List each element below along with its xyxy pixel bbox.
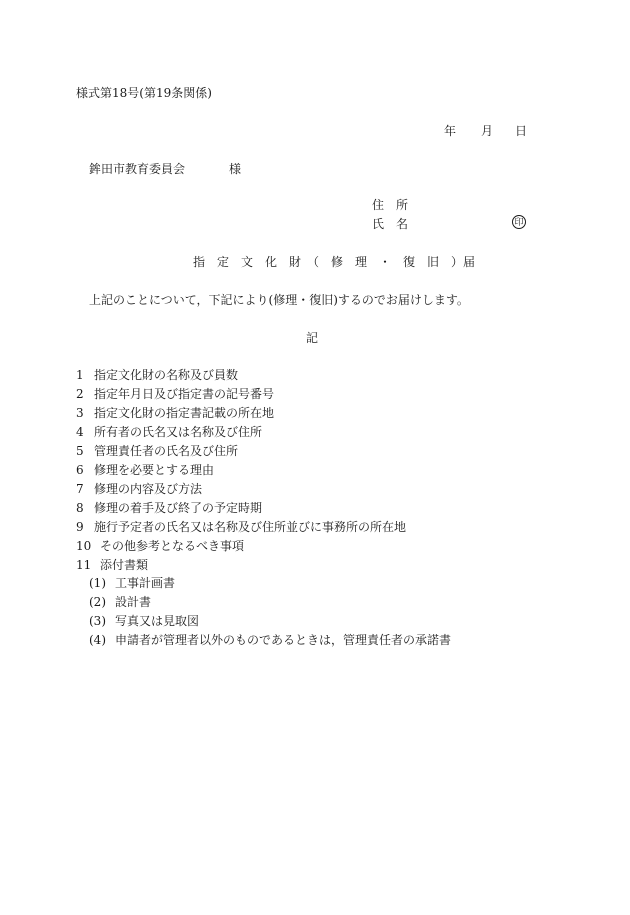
attachment-number: (2) xyxy=(89,595,106,609)
item-number: 9 xyxy=(76,520,84,534)
attachment-item xyxy=(89,576,175,590)
attachment-item xyxy=(89,633,451,647)
attachment-number: (4) xyxy=(89,633,106,647)
form-number: 様式第18号(第19条関係) xyxy=(76,86,212,100)
item-number: 11 xyxy=(76,558,92,572)
item-number: 1 xyxy=(76,368,84,382)
list-item xyxy=(76,539,244,553)
list-item xyxy=(76,425,262,439)
item-text: 修理の内容及び方法 xyxy=(94,482,203,496)
ki-heading: 記 xyxy=(306,331,319,345)
list-item xyxy=(76,463,214,477)
item-number: 6 xyxy=(76,463,84,477)
list-item xyxy=(76,368,238,382)
addressee-honorific: 様 xyxy=(229,162,242,176)
attachment-text: 写真又は見取図 xyxy=(115,614,200,628)
intro-text: 上記のことについて，下記により(修理・復旧)するのでお届けします。 xyxy=(89,293,469,307)
list-item xyxy=(76,387,274,401)
item-text: その他参考となるべき事項 xyxy=(100,539,245,553)
list-item xyxy=(76,406,274,420)
date-day: 日 xyxy=(515,124,528,138)
item-text: 指定文化財の名称及び員数 xyxy=(94,368,239,382)
attachment-text: 申請者が管理者以外のものであるときは，管理責任者の承諾書 xyxy=(115,633,452,647)
item-number: 2 xyxy=(76,387,84,401)
item-text: 指定年月日及び指定書の記号番号 xyxy=(94,387,275,401)
item-text: 修理を必要とする理由 xyxy=(94,463,215,477)
list-item xyxy=(76,520,406,534)
attachment-text: 工事計画書 xyxy=(115,576,176,590)
addressee-org: 鉾田市教育委員会 xyxy=(89,162,186,176)
item-number: 8 xyxy=(76,501,84,515)
item-number: 7 xyxy=(76,482,84,496)
attachment-number: (3) xyxy=(89,614,106,628)
item-number: 5 xyxy=(76,444,84,458)
list-item xyxy=(76,558,148,572)
attachment-text: 設計書 xyxy=(115,595,152,609)
attachment-item xyxy=(89,595,151,609)
date-year: 年 xyxy=(444,124,457,138)
list-item xyxy=(76,482,202,496)
item-number: 10 xyxy=(76,539,92,553)
document-title: 指 定 文 化 財 （ 修 理 ・ 復 旧 ）届 xyxy=(193,255,476,269)
item-number: 3 xyxy=(76,406,84,420)
attachment-number: (1) xyxy=(89,576,106,590)
date-month: 月 xyxy=(481,124,494,138)
list-item xyxy=(76,444,238,458)
item-text: 修理の着手及び終了の予定時期 xyxy=(94,501,263,515)
seal-mark: 印 xyxy=(512,215,526,229)
item-text: 指定文化財の指定書記載の所在地 xyxy=(94,406,275,420)
item-text: 添付書類 xyxy=(100,558,149,572)
item-number: 4 xyxy=(76,425,84,439)
address-label: 住 所 xyxy=(372,198,409,212)
item-text: 管理責任者の氏名及び住所 xyxy=(94,444,239,458)
name-label: 氏 名 xyxy=(372,217,409,231)
list-item xyxy=(76,501,262,515)
item-text: 施行予定者の氏名又は名称及び住所並びに事務所の所在地 xyxy=(94,520,407,534)
item-text: 所有者の氏名又は名称及び住所 xyxy=(94,425,263,439)
attachment-item xyxy=(89,614,199,628)
